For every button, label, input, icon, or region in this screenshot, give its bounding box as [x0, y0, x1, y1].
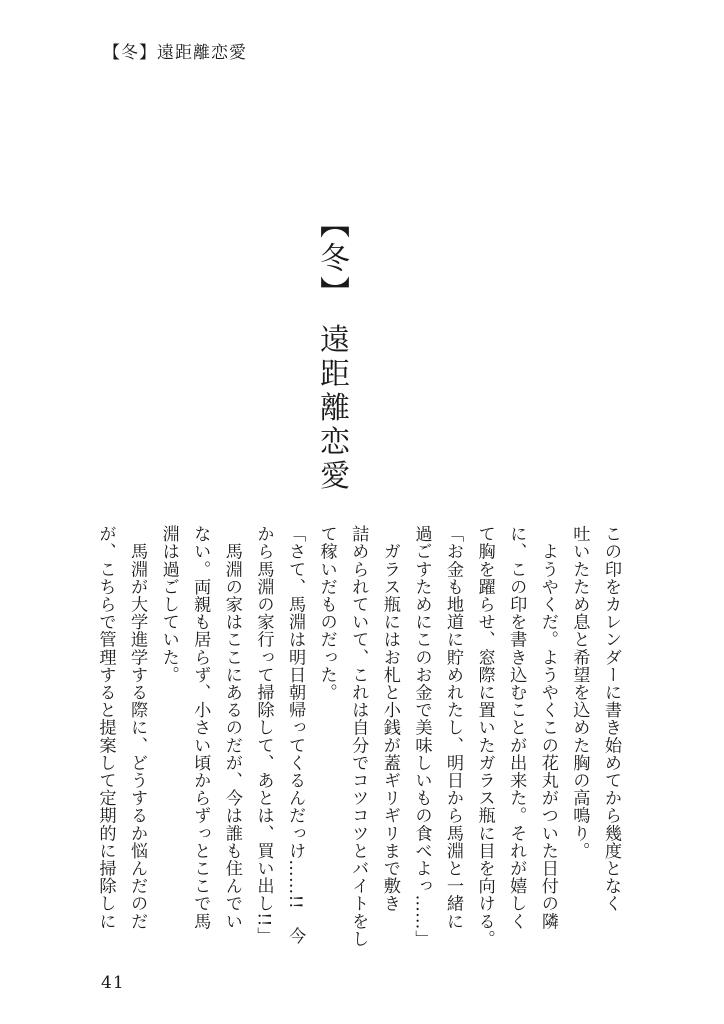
paragraph: 「お金も地道に貯めれたし、明日から馬淵と一緒に 過ごすためにこのお金で美味しいもの食べよっ……」	[411, 525, 464, 948]
chapter-title: 【冬】 遠距離恋愛	[314, 208, 349, 494]
page-number: 41	[101, 973, 125, 993]
paragraph: 馬淵が大学進学する際に、どうするか悩んだのだ が、こちらで管理すると提案して定期的に掃除しに	[95, 525, 148, 930]
paragraph: 馬淵の家はここにあるのだが、今は誰も住んでい ない。両親も居らず、小さい頃からずっとここで馬 淵は過ごしていた。	[158, 525, 242, 930]
running-header: 【冬】遠距離恋愛	[103, 43, 247, 63]
body-text	[95, 525, 626, 948]
paragraph: ガラス瓶にはお札と小銭が蓋ギリギリまで敷き 詰められていて、これは自分でコツコツとバイトをし て稼いだものだった。	[316, 525, 400, 948]
paragraph: 「さて、馬淵は明日朝帰ってくるんだっけ……!! 今 から馬淵の家行って掃除して、あとは、買い出し!!」	[253, 525, 306, 945]
paragraph: この印をカレンダーに書き始めてから幾度となく 吐いたため息と希望を込めた胸の高鳴り。	[569, 525, 621, 913]
paragraph: ようやくだ。ようやくこの花丸がついた日付の隣 に、この印を書き込むことが出来た。それが嬉しく て胸を躍らせ、窓際に置いたガラス瓶に目を向ける。	[474, 525, 558, 948]
